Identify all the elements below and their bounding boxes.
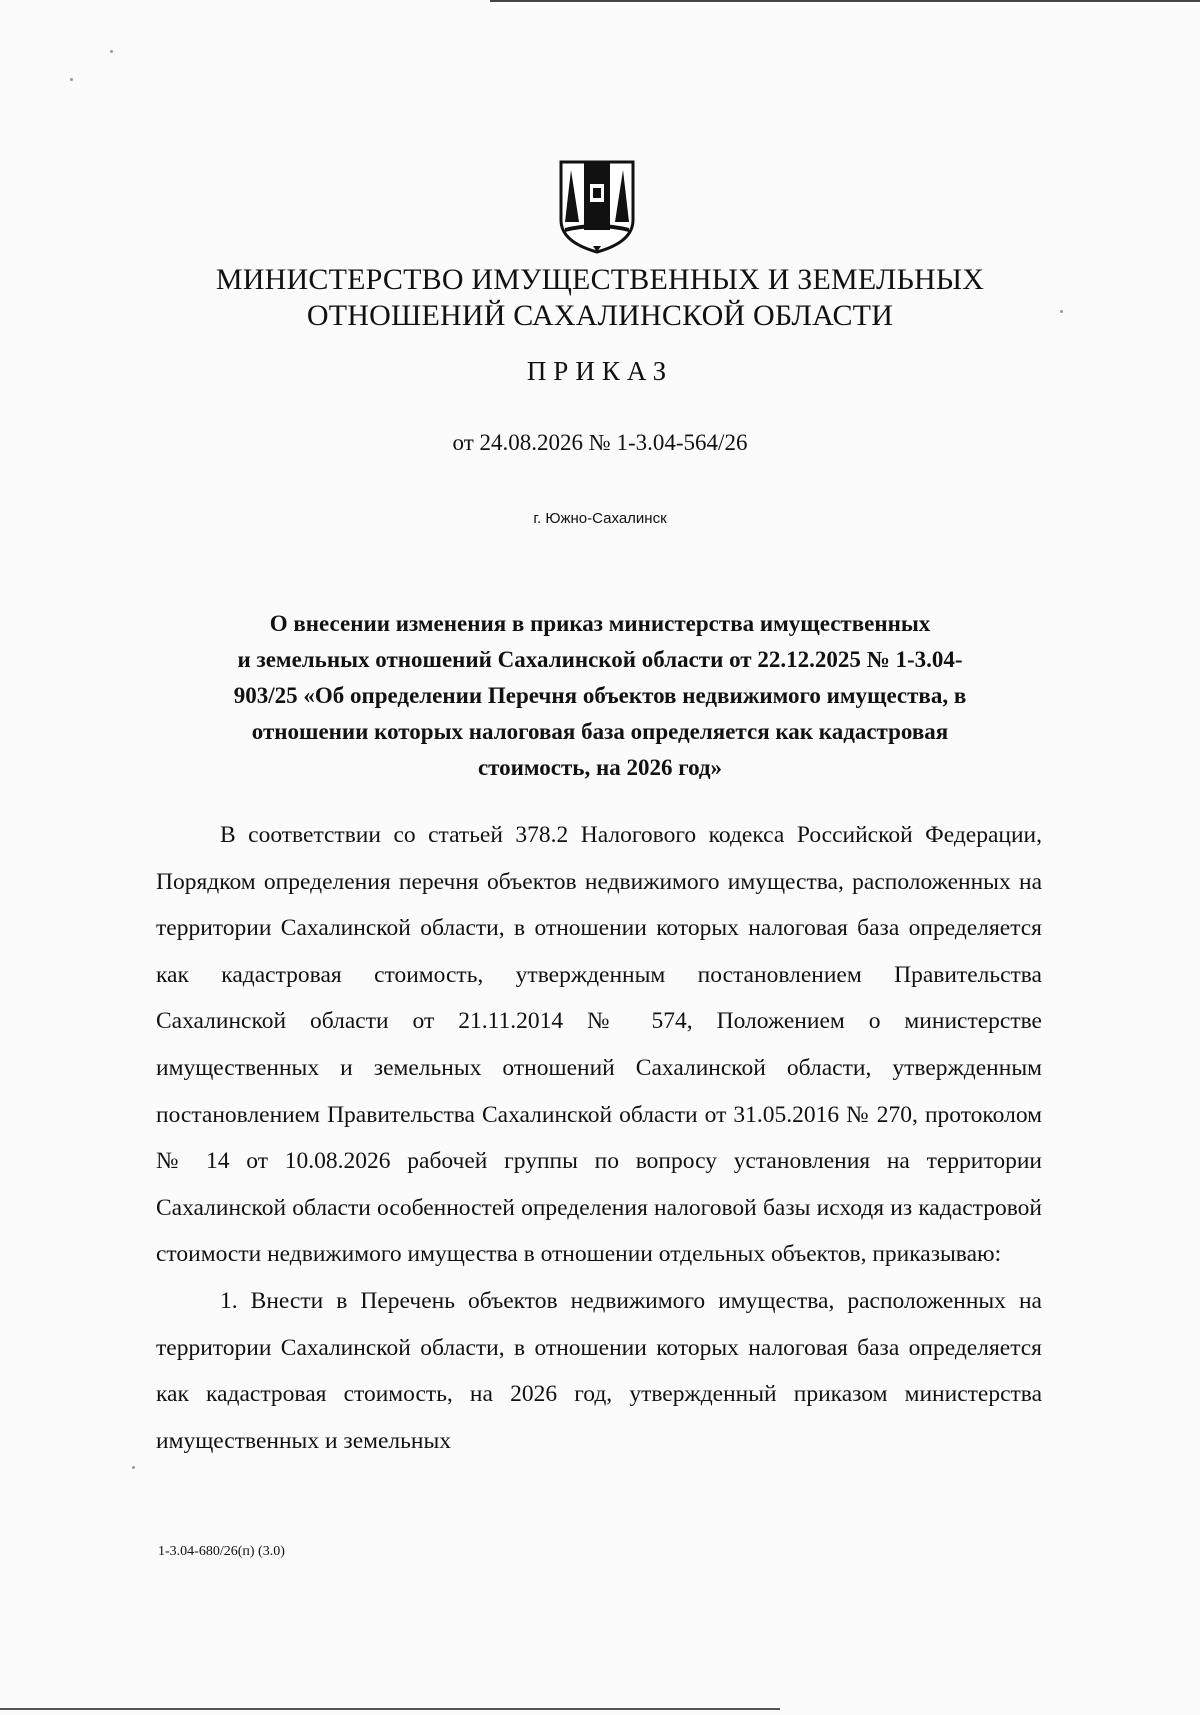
ministry-line-1: МИНИСТЕРСТВО ИМУЩЕСТВЕННЫХ И ЗЕМЕЛЬНЫХ — [215, 263, 985, 296]
subject-line: стоимость, на 2026 год» — [477, 755, 723, 780]
ministry-line-2: ОТНОШЕНИЙ САХАЛИНСКОЙ ОБЛАСТИ — [306, 299, 894, 332]
subject-line: и земельных отношений Сахалинской области от 22.12.2025 № 1-3.04- — [237, 647, 963, 672]
scan-speck — [70, 78, 73, 81]
body-paragraph: 1. Внести в Перечень объектов недвижимого имущества, расположенных на территории Сахалинской области, в отношении которых налоговая база определяется как кадастровая стоимость, на 2026 год, утвержденный приказом министерства имущественных и земельных — [156, 1287, 1042, 1454]
body-paragraph: В соответствии со статьей 378.2 Налогового кодекса Российской Федерации, Порядком определения перечня объектов недвижимого имущества, расположенных на территории Сахалинской области, в отношении которых налоговая база определяется как кадастровая стоимость, утвержденным постановлением Правительства Сахалинской области от 21.11.2014 № 574, Положением о министерстве имущественных и земельных отношений Сахалинской области, утвержденным постановлением Правительства Сахалинской области от 31.05.2016 № 270, протоколом № 14 от 10.08.2026 рабочей группы по вопросу установления на территории Сахалинской области особенностей определения налоговой базы исходя из кадастровой стоимости недвижимого имущества в отношении отдельных объектов, приказываю: — [156, 822, 1042, 1268]
scan-speck — [1060, 310, 1063, 313]
scan-speck — [132, 1466, 135, 1469]
subject-line: отношении которых налоговая база определяется как кадастровая — [251, 719, 949, 744]
scan-edge-line — [0, 1708, 780, 1710]
subject-line: О внесении изменения в приказ министерства имущественных — [269, 611, 931, 636]
document-code: 1-3.04-680/26(п) (3.0) — [158, 1544, 285, 1559]
scan-speck — [110, 50, 113, 53]
city: г. Южно-Сахалинск — [533, 510, 667, 527]
scan-edge-line — [490, 0, 1200, 2]
order-body — [156, 812, 1042, 1464]
order-subject — [160, 606, 1040, 786]
order-number: от 24.08.2026 № 1-3.04-564/26 — [452, 430, 748, 455]
document-type: ПРИКАЗ — [526, 356, 674, 386]
coat-of-arms-icon — [557, 158, 637, 254]
subject-line: 903/25 «Об определении Перечня объектов недвижимого имущества, в — [233, 683, 967, 708]
ministry-name — [0, 262, 1200, 334]
